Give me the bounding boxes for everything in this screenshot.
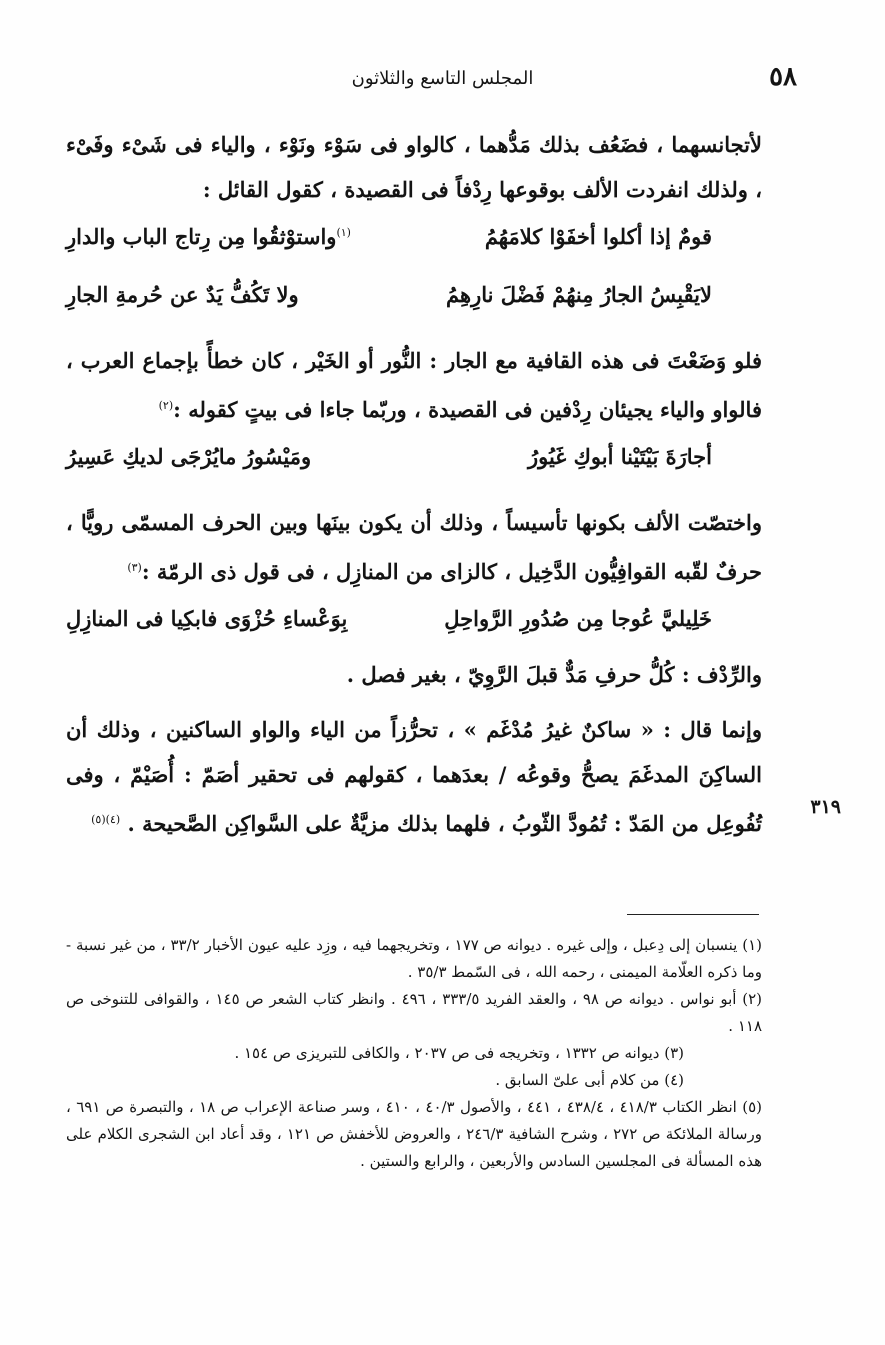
verse-line-2 <box>66 270 762 328</box>
verse-3-first-hemistich: أجارَةَ بَيْتَيْنا أبوكِ غَيُورُ <box>527 444 712 469</box>
verse-1-second-hemistich-text: واستوْثقُوا مِن رِتاج الباب والدارِ <box>66 224 337 249</box>
paragraph-5 <box>66 707 762 846</box>
paragraph-3-text: واختصّت الألف بكونها تأسيساً ، وذلك أن يكون بينَها وبين الحرف المسمّى رويًّا ، حرفٌ لقّبه القوافِيُّون الدَّخِيل ، كالزاى من المنازِل ، فى قول ذى الرمّة : <box>66 510 762 584</box>
footnote-ref: (٥) <box>91 813 106 826</box>
page-number: ٥٨ <box>769 62 797 92</box>
paragraph-2-text: فلو وَضَعْتَ فى هذه القافية مع الجار : النُّور أو الخَيْر ، كان خطأً بإجماع العرب ، فالواو والياء يجيئان رِدْفين فى القصيدة ، وربّما جاءا فى بيتٍ كقوله : <box>66 348 762 422</box>
footnote-ref: (٣) <box>127 561 142 574</box>
footnote-2: (٢) أبو نواس . ديوانه ص ٩٨ ، والعقد الفريد ٣٣٣/٥ ، ٤٩٦ . وانظر كتاب الشعر ص ١٤٥ ، والقوافى للتنوخى ص ١١٨ . <box>66 990 762 1035</box>
footnote-1: (١) ينسبان إلى دِعبل ، وإلى غيره . ديوانه ص ١٧٧ ، وتخريجهما فيه ، وزِد عليه عيون الأخبار ٣٣/٢ ، من غير نسبة - وما ذكره العلّامة الميمنى ، رحمه الله ، فى السّمط ٣٥/٣ . <box>66 936 762 981</box>
footnote-5: (٥) انظر الكتاب ٤١٨/٣ ، ٤٣٨/٤ ، ٤٤١ ، والأصول ٤٠/٣ ، ٤١٠ ، وسر صناعة الإعراب ص ١٨ ، والتبصرة ص ٦٩١ ، ورسالة الملائكة ص ٢٧٢ ، وشرح الشافية ٢٤٦/٣ ، والعروض للأخفش ص ١٢١ ، وقد أعاد ابن الشجرى الكلام على هذه المسألة فى المجلسين السادس والأربعين ، والرابع والستين . <box>66 1098 762 1170</box>
footnote-ref: (٢) <box>158 399 174 412</box>
verse-line-3 <box>66 432 762 490</box>
paragraph-1: لأتجانسهما ، فضَعُف بذلك مَدُّهما ، كالواو فى سَوْء ونَوْء ، والياء فى شَىْء وفَىْء ، ولذلك انفردت الألف بوقوعها رِدْفاً فى القصيدة ، كقول القائل : <box>66 132 762 202</box>
footnotes <box>66 932 762 1175</box>
paragraph-4: والرِّدْف : كُلُّ حرفِ مَدٌّ قبلَ الرَّوِيّ ، بغير فصل . <box>346 662 762 687</box>
verse-2-first-hemistich: لايَقْبِسُ الجارُ مِنهُمْ فَضْلَ نارِهِمُ <box>446 282 712 307</box>
verse-1-first-hemistich: قومٌ إذا أكلوا أخفَوْا كلامَهُمُ <box>484 224 712 249</box>
verse-1-second-hemistich <box>66 224 351 249</box>
verse-3-second-hemistich: ومَيْسُورُ مايُرْجَى لديكِ عَسِيرُ <box>66 444 312 469</box>
main-text <box>66 122 762 846</box>
paragraph-3 <box>66 500 762 594</box>
footnote-separator <box>627 914 759 915</box>
verse-line-1 <box>66 212 762 270</box>
paragraph-5-text: وإنما قال : « ساكنٌ غيرُ مُدْغَم » ، تحرُّزاً من الياء والواو الساكنين ، وذلك أن الساكِنَ المدغَمَ يصحُّ وقوعُه / بعدَهما ، كقولهم فى تحقير أصَمّ : أُصَيْمّ ، وفى تُفُوعِل من المَدّ : تُمُودَّ الثّوبُ ، فلهما بذلك مزيَّةٌ على السَّواكِن الصَّحيحة . <box>66 717 762 836</box>
footnote-ref: (١) <box>336 226 351 239</box>
verse-line-4 <box>66 594 762 652</box>
footnote-ref: (٤) <box>105 813 121 826</box>
verse-2-second-hemistich: ولا تَكُفُّ يَدٌ عن حُرمةِ الجارِ <box>66 282 299 307</box>
running-title: المجلس التاسع والثلاثون <box>351 68 534 89</box>
paragraph-2 <box>66 338 762 432</box>
verse-4-second-hemistich: بِوَعْساءِ حُزْوَى فابكِيا فى المنازِلِ <box>66 606 348 631</box>
footnote-3: (٣) ديوانه ص ١٣٣٢ ، وتخريجه فى ص ٢٠٣٧ ، والكافى للتبريزى ص ١٥٤ . <box>234 1044 684 1062</box>
page-header <box>0 62 885 98</box>
footnote-4: (٤) من كلام أبى علىّ السابق . <box>495 1071 684 1089</box>
verse-4-first-hemistich: خَلِيليَّ عُوجا مِن صُدُورِ الرَّواحِلِ <box>444 606 712 631</box>
margin-page-reference: ٣١٩ <box>810 796 841 818</box>
